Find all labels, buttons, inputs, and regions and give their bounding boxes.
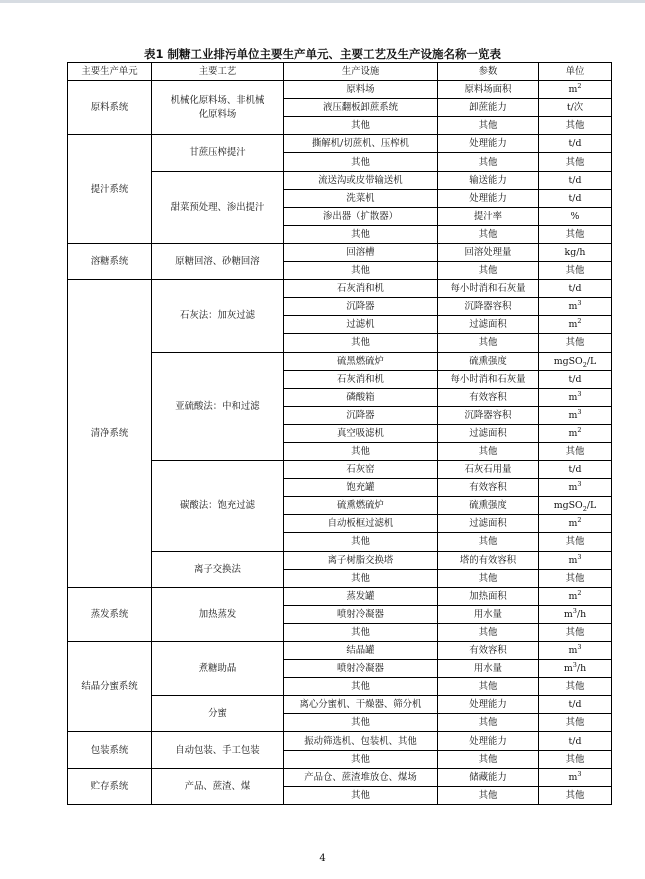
process-cell: 原糖回溶、砂糖回溶	[152, 243, 284, 279]
facility-cell: 喷射冷凝器	[284, 660, 438, 678]
measure-unit-cell: 其他	[539, 678, 612, 696]
unit-cell: 蒸发系统	[68, 587, 152, 641]
facility-cell: 其他	[284, 262, 438, 280]
parameter-cell: 其他	[438, 786, 539, 804]
facility-cell: 其他	[284, 153, 438, 171]
facility-cell: 其他	[284, 117, 438, 135]
facility-cell: 产品仓、蔗渣堆放仓、煤场	[284, 768, 438, 786]
parameter-cell: 回溶处理量	[438, 243, 539, 261]
parameter-cell: 每小时消和石灰量	[438, 280, 539, 298]
table-row	[68, 768, 612, 786]
facility-cell: 硫熏燃硫炉	[284, 497, 438, 515]
parameter-cell: 硫熏强度	[438, 352, 539, 370]
parameter-cell: 其他	[438, 750, 539, 768]
facility-cell: 石灰消和机	[284, 370, 438, 388]
measure-unit-cell: $m^3$	[539, 768, 612, 786]
measure-unit-cell: t/d	[539, 280, 612, 298]
parameter-cell: 用水量	[438, 660, 539, 678]
parameter-cell: 处理能力	[438, 696, 539, 714]
facility-cell: 撕解机/切蔗机、压榨机	[284, 135, 438, 153]
unit-cell: 结晶分蜜系统	[68, 642, 152, 732]
facility-cell: 沉降器	[284, 406, 438, 424]
facility-cell: 其他	[284, 750, 438, 768]
measure-unit-cell: t/d	[539, 732, 612, 750]
measure-unit-cell: t/d	[539, 370, 612, 388]
viewer-top-bar	[0, 0, 645, 3]
table-title: 表1 制糖工业排污单位主要生产单元、主要工艺及生产设施名称一览表	[143, 47, 501, 61]
parameter-cell: 过滤面积	[438, 316, 539, 334]
table-row	[68, 135, 612, 153]
measure-unit-cell: t/d	[539, 135, 612, 153]
process-cell: 甘蔗压榨提汁	[152, 135, 284, 171]
parameter-cell: 储藏能力	[438, 768, 539, 786]
facility-cell: 饱充罐	[284, 479, 438, 497]
measure-unit-cell: t/d	[539, 171, 612, 189]
parameter-cell: 处理能力	[438, 732, 539, 750]
facility-cell: 自动板框过滤机	[284, 515, 438, 533]
measure-unit-cell: $m^2$	[539, 515, 612, 533]
measure-unit-cell: 其他	[539, 786, 612, 804]
measure-unit-cell: $m^2$	[539, 316, 612, 334]
table-row	[68, 280, 612, 298]
parameter-cell: 处理能力	[438, 189, 539, 207]
parameter-cell: 硫熏强度	[438, 497, 539, 515]
measure-unit-cell: mgSO$_2$/L	[539, 352, 612, 370]
process-cell: 亚硫酸法：中和过滤	[152, 352, 284, 461]
facility-cell: 其他	[284, 569, 438, 587]
parameter-cell: 石灰石用量	[438, 461, 539, 479]
table-row	[68, 243, 612, 261]
process-cell: 煮糖助晶	[152, 642, 284, 696]
parameter-cell: 其他	[438, 153, 539, 171]
measure-unit-cell: 其他	[539, 153, 612, 171]
parameter-cell: 加热面积	[438, 587, 539, 605]
unit-cell: 溶糖系统	[68, 243, 152, 279]
parameter-cell: 有效容积	[438, 642, 539, 660]
parameter-cell: 处理能力	[438, 135, 539, 153]
facility-cell: 蒸发罐	[284, 587, 438, 605]
measure-unit-cell: 其他	[539, 262, 612, 280]
measure-unit-cell: 其他	[539, 569, 612, 587]
header-process: 主要工艺	[152, 63, 284, 81]
facility-cell: 渗出器（扩散器）	[284, 207, 438, 225]
header-unit: 主要生产单元	[68, 63, 152, 81]
facility-cell: 液压翻板卸蔗系统	[284, 99, 438, 117]
parameter-cell: 有效容积	[438, 479, 539, 497]
parameter-cell: 输送能力	[438, 171, 539, 189]
measure-unit-cell: %	[539, 207, 612, 225]
measure-unit-cell: $m^3$	[539, 479, 612, 497]
facility-cell: 其他	[284, 714, 438, 732]
measure-unit-cell: $m^3$	[539, 298, 612, 316]
parameter-cell: 其他	[438, 225, 539, 243]
process-cell: 甜菜预处理、渗出提汁	[152, 171, 284, 243]
parameter-cell: 其他	[438, 678, 539, 696]
facility-cell: 过滤机	[284, 316, 438, 334]
parameter-cell: 每小时消和石灰量	[438, 370, 539, 388]
measure-unit-cell: mgSO$_2$/L	[539, 497, 612, 515]
facility-cell: 原料场	[284, 81, 438, 99]
process-cell: 产品、蔗渣、煤	[152, 768, 284, 804]
parameter-cell: 有效容积	[438, 388, 539, 406]
parameter-cell: 其他	[438, 262, 539, 280]
process-cell: 加热蒸发	[152, 587, 284, 641]
facility-cell: 硫黑燃硫炉	[284, 352, 438, 370]
facility-cell: 离心分蜜机、干燥器、筛分机	[284, 696, 438, 714]
header-facility: 生产设施	[284, 63, 438, 81]
measure-unit-cell: $m^2$	[539, 81, 612, 99]
measure-unit-cell: t/d	[539, 696, 612, 714]
measure-unit-cell: t/次	[539, 99, 612, 117]
measure-unit-cell: 其他	[539, 623, 612, 641]
parameter-cell: 其他	[438, 623, 539, 641]
measure-unit-cell: kg/h	[539, 243, 612, 261]
parameter-cell: 沉降器容积	[438, 406, 539, 424]
facility-cell: 洗菜机	[284, 189, 438, 207]
facility-cell: 其他	[284, 786, 438, 804]
facility-cell: 回溶槽	[284, 243, 438, 261]
measure-unit-cell: $m^3$	[539, 388, 612, 406]
process-cell: 分蜜	[152, 696, 284, 732]
facility-cell: 流送沟或皮带输送机	[284, 171, 438, 189]
table-row	[68, 81, 612, 99]
unit-cell: 包装系统	[68, 732, 152, 768]
measure-unit-cell: 其他	[539, 225, 612, 243]
facility-cell: 其他	[284, 334, 438, 352]
facility-cell: 其他	[284, 678, 438, 696]
page-number: 4	[319, 853, 326, 864]
facility-cell: 其他	[284, 623, 438, 641]
header-parameter: 参数	[438, 63, 539, 81]
facility-cell: 沉降器	[284, 298, 438, 316]
parameter-cell: 其他	[438, 442, 539, 460]
facility-cell: 其他	[284, 225, 438, 243]
header-measure-unit: 单位	[539, 63, 612, 81]
facility-cell: 石灰消和机	[284, 280, 438, 298]
parameter-cell: 其他	[438, 117, 539, 135]
parameter-cell: 沉降器容积	[438, 298, 539, 316]
process-cell: 石灰法：加灰过滤	[152, 280, 284, 352]
parameter-cell: 其他	[438, 569, 539, 587]
facility-cell: 喷射冷凝器	[284, 605, 438, 623]
header-row	[68, 63, 612, 81]
parameter-cell: 其他	[438, 714, 539, 732]
facility-cell: 磷酸箱	[284, 388, 438, 406]
measure-unit-cell: t/d	[539, 189, 612, 207]
measure-unit-cell: $m^3/h$	[539, 605, 612, 623]
measure-unit-cell: 其他	[539, 442, 612, 460]
facility-cell: 振动筛选机、包装机、其他	[284, 732, 438, 750]
table-row	[68, 587, 612, 605]
facility-cell: 真空吸滤机	[284, 424, 438, 442]
parameter-cell: 提汁率	[438, 207, 539, 225]
facility-cell: 结晶罐	[284, 642, 438, 660]
parameter-cell: 卸蔗能力	[438, 99, 539, 117]
process-cell: 自动包装、手工包装	[152, 732, 284, 768]
measure-unit-cell: 其他	[539, 334, 612, 352]
process-cell: 机械化原料场、非机械化原料场	[152, 81, 284, 135]
measure-unit-cell: $m^3/h$	[539, 660, 612, 678]
parameter-cell: 塔的有效容积	[438, 551, 539, 569]
measure-unit-cell: 其他	[539, 714, 612, 732]
parameter-cell: 其他	[438, 334, 539, 352]
measure-unit-cell: $m^3$	[539, 642, 612, 660]
parameter-cell: 过滤面积	[438, 424, 539, 442]
measure-unit-cell: $m^2$	[539, 587, 612, 605]
measure-unit-cell: $m^2$	[539, 424, 612, 442]
process-cell: 碳酸法：饱充过滤	[152, 461, 284, 551]
facility-cell: 其他	[284, 442, 438, 460]
parameter-cell: 原料场面积	[438, 81, 539, 99]
parameter-cell: 过滤面积	[438, 515, 539, 533]
table-row	[68, 732, 612, 750]
measure-unit-cell: 其他	[539, 750, 612, 768]
measure-unit-cell: 其他	[539, 117, 612, 135]
facility-cell: 离子树脂交换塔	[284, 551, 438, 569]
facility-cell: 石灰窑	[284, 461, 438, 479]
table-row	[68, 642, 612, 660]
measure-unit-cell: $m^3$	[539, 551, 612, 569]
measure-unit-cell: 其他	[539, 533, 612, 551]
facility-table	[67, 62, 612, 805]
unit-cell: 提汁系统	[68, 135, 152, 244]
parameter-cell: 用水量	[438, 605, 539, 623]
process-cell: 离子交换法	[152, 551, 284, 587]
facility-cell: 其他	[284, 533, 438, 551]
parameter-cell: 其他	[438, 533, 539, 551]
unit-cell: 原料系统	[68, 81, 152, 135]
measure-unit-cell: t/d	[539, 461, 612, 479]
unit-cell: 贮存系统	[68, 768, 152, 804]
unit-cell: 清净系统	[68, 280, 152, 588]
measure-unit-cell: $m^3$	[539, 406, 612, 424]
